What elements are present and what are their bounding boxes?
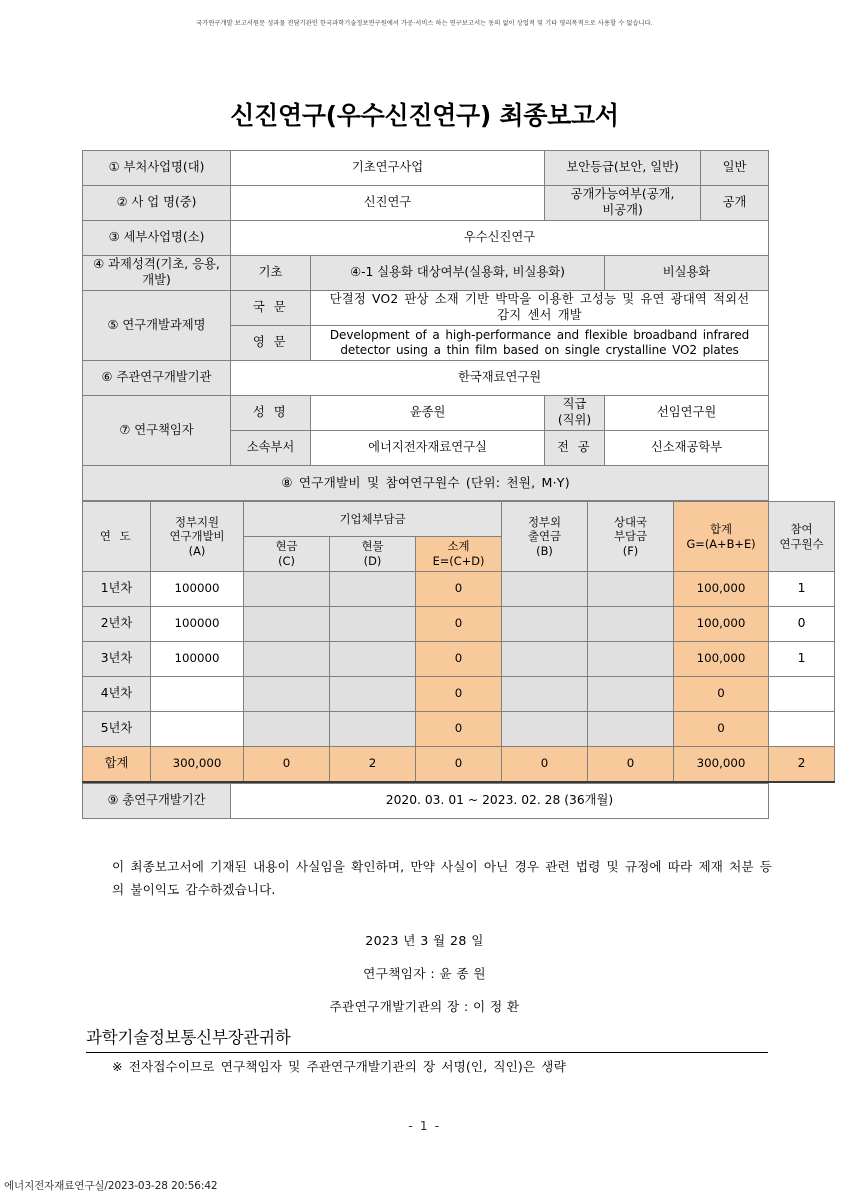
budget-cell-gov-fund: 100000 (151, 642, 244, 677)
budget-cell-gov-fund (151, 677, 244, 712)
table-row (83, 291, 769, 326)
budget-cell-nongov (502, 712, 588, 747)
field-value-pi-name: 윤종원 (311, 396, 545, 431)
table-row (83, 712, 835, 747)
col-header-nongov-line3: (B) (536, 543, 553, 558)
field-label-host-institution: ⑥ 주관연구개발기관 (83, 361, 231, 396)
col-header-year: 연 도 (83, 502, 151, 572)
field-value-title-korean: 단결정 VO2 판상 소재 기반 박막을 이용한 고성능 및 유연 광대역 적외선 감지 센서 개발 (311, 291, 769, 326)
field-label-title-korean: 국 문 (231, 291, 311, 326)
col-header-partner-line1: 상대국 (614, 514, 648, 529)
declaration-text: 이 최종보고서에 기재된 내용이 사실임을 확인하며, 만약 사실이 아닌 경우 관련 법령 및 규정에 따라 제재 처분 등의 불이익도 감수하겠습니다. (112, 859, 772, 898)
field-label-pi-name: 성 명 (231, 396, 311, 431)
budget-cell-inkind (330, 712, 416, 747)
col-header-researchers (769, 502, 835, 572)
budget-total-label: 합계 (83, 747, 151, 783)
table-row (83, 677, 835, 712)
budget-cell-nongov (502, 677, 588, 712)
field-value-program-name: 신진연구 (231, 186, 545, 221)
budget-cell-cash (244, 677, 330, 712)
table-row (83, 396, 769, 431)
budget-cell-subtotal: 0 (416, 712, 502, 747)
field-value-sub-program: 우수신진연구 (231, 221, 769, 256)
field-label-pi-major: 전 공 (545, 431, 605, 466)
budget-total-researchers: 2 (769, 747, 835, 783)
ministry-addressee (86, 1024, 768, 1053)
field-value-ministry-program: 기초연구사업 (231, 151, 545, 186)
col-header-inkind-line2: (D) (363, 554, 382, 568)
page-title: 신진연구(우수신진연구) 최종보고서 (230, 101, 619, 130)
field-value-pi-rank: 선임연구원 (605, 396, 769, 431)
col-header-cash-line2: (C) (278, 554, 295, 568)
field-label-security-grade: 보안등급(보안, 일반) (545, 151, 701, 186)
budget-cell-cash (244, 607, 330, 642)
budget-cell-inkind (330, 642, 416, 677)
cover-info-table (82, 150, 769, 501)
table-row (83, 572, 835, 607)
ministry-name: 과학기술정보통신부장관 (86, 1028, 260, 1047)
budget-cell-cash (244, 642, 330, 677)
field-value-total-period: 2020. 03. 01 ~ 2023. 02. 28 (36개월) (231, 784, 769, 819)
table-row (83, 607, 835, 642)
budget-cell-gov-fund: 100000 (151, 607, 244, 642)
table-row (83, 221, 769, 256)
budget-cell-partner (588, 712, 674, 747)
field-value-title-english: Development of a high-performance and flexible broadband infrared detector using a thin film based on single crystalline VO2 plates (311, 326, 769, 361)
col-header-gov-fund (151, 502, 244, 572)
field-label-principal-investigator: ⑦ 연구책임자 (83, 396, 231, 466)
budget-cell-subtotal: 0 (416, 607, 502, 642)
col-header-gov-fund-line1: 정부지원 (174, 514, 219, 529)
col-header-company-contribution: 기업체부담금 (244, 502, 502, 537)
budget-row-year: 4년차 (83, 677, 151, 712)
col-header-partner-line2: 부담금 (614, 529, 648, 544)
ministry-honorific: 귀하 (259, 1028, 291, 1047)
col-header-inkind (330, 537, 416, 572)
signature-principal-investigator: 연구책임자 : 윤 종 원 (363, 966, 486, 981)
budget-cell-gov-fund: 100000 (151, 572, 244, 607)
table-row (83, 186, 769, 221)
budget-cell-researchers: 0 (769, 607, 835, 642)
signature-institution-head: 주관연구개발기관의 장 : 이 정 환 (329, 999, 520, 1014)
budget-cell-gov-fund (151, 712, 244, 747)
col-header-subtotal (416, 537, 502, 572)
period-table (82, 783, 769, 819)
budget-total-row (83, 747, 835, 783)
col-header-researchers-line1: 참여 (790, 521, 813, 536)
budget-cell-inkind (330, 607, 416, 642)
field-label-pi-rank: 직급(직위) (545, 396, 605, 431)
col-header-cash (244, 537, 330, 572)
table-row (83, 642, 835, 677)
table-row (83, 784, 769, 819)
col-header-subtotal-line2: E=(C+D) (432, 554, 485, 568)
budget-row-year: 5년차 (83, 712, 151, 747)
budget-cell-cash (244, 572, 330, 607)
field-label-project-title: ⑤ 연구개발과제명 (83, 291, 231, 361)
col-header-cash-line1: 현금 (275, 539, 298, 554)
report-cover-form (82, 150, 824, 819)
budget-total-gov-fund: 300,000 (151, 747, 244, 783)
print-footer: 에너지전자재료연구실/2023-03-28 20:56:42 (4, 1180, 218, 1192)
table-row (83, 361, 769, 396)
field-value-host-institution: 한국재료연구원 (231, 361, 769, 396)
budget-table (82, 501, 835, 783)
field-label-title-english: 영 문 (231, 326, 311, 361)
col-header-inkind-line1: 현물 (361, 539, 384, 554)
col-header-gov-fund-line2: 연구개발비 (169, 529, 225, 544)
budget-cell-nongov (502, 607, 588, 642)
col-header-partner-country (588, 502, 674, 572)
budget-cell-researchers: 1 (769, 642, 835, 677)
copyright-notice: 국가연구개발 보고서원문 성과물 전담기관인 한국과학기술정보연구원에서 가공·서비스 하는 연구보고서는 동의 없이 상업적 및 기타 영리목적으로 사용할 수 없습니다. (196, 20, 653, 27)
page-number: - 1 - (408, 1118, 441, 1133)
budget-cell-partner (588, 607, 674, 642)
budget-row-year: 2년차 (83, 607, 151, 642)
budget-total-grand: 300,000 (674, 747, 769, 783)
budget-total-nongov: 0 (502, 747, 588, 783)
budget-cell-subtotal: 0 (416, 677, 502, 712)
budget-cell-total: 100,000 (674, 572, 769, 607)
signature-date: 2023 년 3 월 28 일 (365, 933, 484, 948)
budget-cell-partner (588, 677, 674, 712)
col-header-nongov-line1: 정부외 (528, 514, 562, 529)
budget-row-year: 3년차 (83, 642, 151, 677)
budget-cell-total: 0 (674, 712, 769, 747)
budget-total-inkind: 2 (330, 747, 416, 783)
col-header-partner-line3: (F) (622, 543, 639, 558)
field-label-sub-program: ③ 세부사업명(소) (83, 221, 231, 256)
budget-cell-inkind (330, 572, 416, 607)
budget-cell-cash (244, 712, 330, 747)
budget-cell-researchers (769, 712, 835, 747)
col-header-grand-total (674, 502, 769, 572)
field-value-pi-department: 에너지전자재료연구실 (311, 431, 545, 466)
budget-cell-subtotal: 0 (416, 642, 502, 677)
budget-cell-total: 100,000 (674, 607, 769, 642)
budget-cell-nongov (502, 642, 588, 677)
col-header-nongov-fund (502, 502, 588, 572)
field-value-security-grade: 일반 (701, 151, 769, 186)
field-label-ministry-program: ① 부처사업명(대) (83, 151, 231, 186)
field-value-pi-major: 신소재공학부 (605, 431, 769, 466)
col-header-subtotal-line1: 소계 (447, 539, 470, 554)
col-header-researchers-line2: 연구원수 (779, 536, 824, 551)
budget-cell-researchers (769, 677, 835, 712)
budget-header-row-1 (83, 502, 835, 537)
budget-cell-partner (588, 642, 674, 677)
table-row (83, 151, 769, 186)
col-header-total-line2: G=(A+B+E) (686, 536, 756, 551)
budget-cell-subtotal: 0 (416, 572, 502, 607)
field-label-project-type: ④ 과제성격(기초, 응용, 개발) (83, 256, 231, 291)
field-label-pi-department: 소속부서 (231, 431, 311, 466)
budget-cell-nongov (502, 572, 588, 607)
budget-cell-partner (588, 572, 674, 607)
budget-row-year: 1년차 (83, 572, 151, 607)
budget-cell-researchers: 1 (769, 572, 835, 607)
field-label-commercialization: ④-1 실용화 대상여부(실용화, 비실용화) (311, 256, 605, 291)
table-row (83, 256, 769, 291)
field-value-disclosure: 공개 (701, 186, 769, 221)
col-header-total-line1: 합계 (710, 521, 733, 536)
col-header-nongov-line2: 출연금 (528, 529, 562, 544)
signature-omission-note: ※ 전자접수이므로 연구책임자 및 주관연구개발기관의 장 서명(인, 직인)은 생략 (112, 1059, 566, 1074)
budget-total-partner: 0 (588, 747, 674, 783)
budget-cell-total: 100,000 (674, 642, 769, 677)
table-row (83, 466, 769, 501)
col-header-gov-fund-line3: (A) (188, 543, 206, 558)
budget-section-title: ⑧ 연구개발비 및 참여연구원수 (단위: 천원, M·Y) (83, 466, 769, 501)
field-label-disclosure: 공개가능여부(공개, 비공개) (545, 186, 701, 221)
field-value-commercialization: 비실용화 (605, 256, 769, 291)
field-label-total-period: ⑨ 총연구개발기간 (83, 784, 231, 819)
field-label-program-name: ② 사 업 명(중) (83, 186, 231, 221)
budget-cell-inkind (330, 677, 416, 712)
budget-total-cash: 0 (244, 747, 330, 783)
budget-cell-total: 0 (674, 677, 769, 712)
field-value-project-type: 기초 (231, 256, 311, 291)
budget-total-subtotal: 0 (416, 747, 502, 783)
